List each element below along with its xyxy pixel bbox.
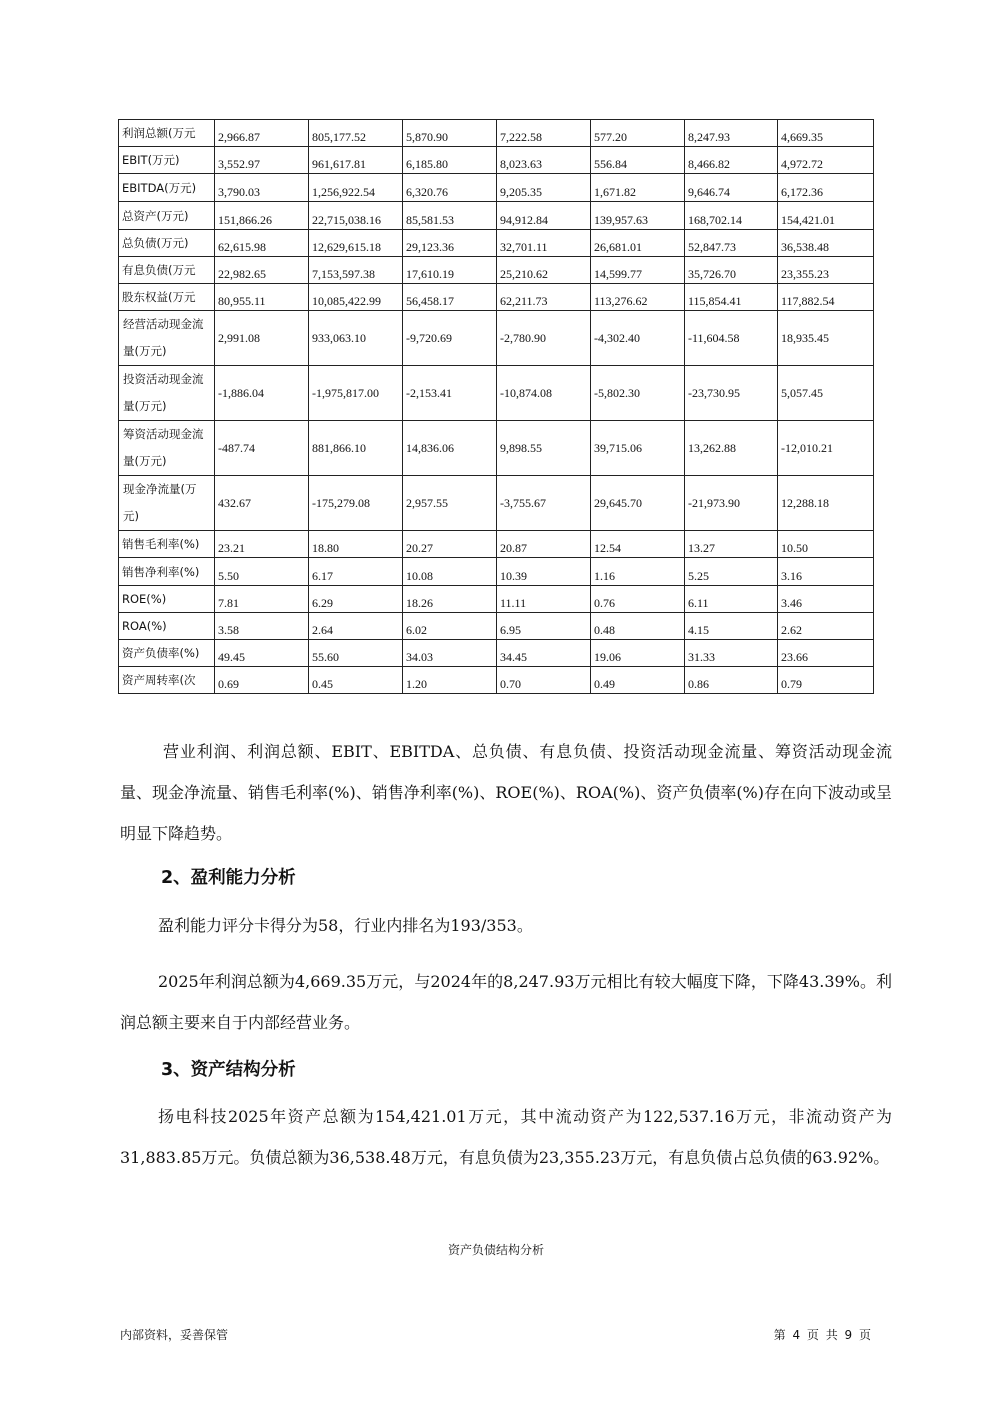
table-row [119,202,874,230]
table-cell: -3,755.67 [497,476,591,531]
table-cell: 20.27 [403,531,497,558]
row-label: 股东权益(万元 [119,284,215,311]
table-cell: 55.60 [309,640,403,667]
table-cell: 52,847.73 [685,230,778,257]
asset-structure-paragraph: 扬电科技2025年资产总额为154,421.01万元，其中流动资产为122,537.16万元，非流动资产为31,883.85万元。负债总额为36,538.48万元，有息负债为23,355.23万元，有息负债占总负债的63.92%。 [120,1107,892,1167]
row-label: EBITDA(万元) [119,174,215,202]
table-row [119,230,874,257]
table-cell: 8,023.63 [497,147,591,174]
table-cell: 3.46 [778,586,874,613]
table-row [119,120,874,147]
table-cell: 9,898.55 [497,421,591,476]
row-label: 筹资活动现金流量(万元) [119,421,215,476]
table-cell: -175,279.08 [309,476,403,531]
table-row [119,586,874,613]
table-cell: -21,973.90 [685,476,778,531]
table-cell: 22,715,038.16 [309,202,403,230]
table-cell: 3,552.97 [215,147,309,174]
table-cell: -1,886.04 [215,366,309,421]
table-cell: 35,726.70 [685,257,778,284]
row-label: EBIT(万元) [119,147,215,174]
table-cell: 11.11 [497,586,591,613]
table-cell: 7,222.58 [497,120,591,147]
row-label: 现金净流量(万元) [119,476,215,531]
table-cell: 5,870.90 [403,120,497,147]
table-cell: -10,874.08 [497,366,591,421]
table-cell: 168,702.14 [685,202,778,230]
table-row [119,613,874,640]
table-cell: 12.54 [591,531,685,558]
table-cell: 2,957.55 [403,476,497,531]
table-row [119,257,874,284]
table-row [119,311,874,366]
table-cell: 6.95 [497,613,591,640]
table-cell: 94,912.84 [497,202,591,230]
table-cell: 933,063.10 [309,311,403,366]
table-cell: 4,669.35 [778,120,874,147]
table-cell: 2,991.08 [215,311,309,366]
table-cell: 29,645.70 [591,476,685,531]
table-row [119,421,874,476]
profit-change-paragraph: 2025年利润总额为4,669.35万元，与2024年的8,247.93万元相比有较大幅度下降，下降43.39%。利润总额主要来自于内部经营业务。 [120,972,892,1032]
table-row [119,284,874,311]
table-cell: 23.66 [778,640,874,667]
table-cell: 1.20 [403,667,497,694]
table-cell: 34.45 [497,640,591,667]
table-cell: 0.49 [591,667,685,694]
table-cell: 3.58 [215,613,309,640]
table-cell: 1.16 [591,558,685,586]
financial-indicators-table [118,119,874,694]
footer-page-number: 第 4 页 共 9 页 [773,1328,871,1342]
table-cell: 10.39 [497,558,591,586]
row-label: ROA(%) [119,613,215,640]
table-cell: 56,458.17 [403,284,497,311]
section-heading-profitability: 2、盈利能力分析 [161,868,296,888]
table-cell: 31.33 [685,640,778,667]
table-cell: 5,057.45 [778,366,874,421]
table-cell: 0.79 [778,667,874,694]
table-cell: -487.74 [215,421,309,476]
table-cell: 49.45 [215,640,309,667]
table-cell: 2,966.87 [215,120,309,147]
table-cell: 62,211.73 [497,284,591,311]
table-cell: 6.29 [309,586,403,613]
table-cell: 115,854.41 [685,284,778,311]
table-cell: 432.67 [215,476,309,531]
table-cell: 18,935.45 [778,311,874,366]
table-cell: 6,185.80 [403,147,497,174]
table-cell: 8,247.93 [685,120,778,147]
table-row [119,476,874,531]
table-cell: 14,836.06 [403,421,497,476]
figure-caption: 资产负债结构分析 [447,1243,544,1257]
table-cell: 23,355.23 [778,257,874,284]
table-cell: 0.86 [685,667,778,694]
table-row [119,640,874,667]
footer-confidential-note: 内部资料，妥善保管 [120,1328,229,1342]
table-cell: 577.20 [591,120,685,147]
table-cell: 1,256,922.54 [309,174,403,202]
row-label: 资产周转率(次 [119,667,215,694]
table-cell: 9,646.74 [685,174,778,202]
table-cell: -12,010.21 [778,421,874,476]
table-cell: 29,123.36 [403,230,497,257]
table-cell: 32,701.11 [497,230,591,257]
table-cell: 2.64 [309,613,403,640]
row-label: 总负债(万元) [119,230,215,257]
table-cell: 6,172.36 [778,174,874,202]
table-cell: 10.50 [778,531,874,558]
table-cell: 113,276.62 [591,284,685,311]
table-cell: -2,780.90 [497,311,591,366]
table-cell: 23.21 [215,531,309,558]
table-cell: 36,538.48 [778,230,874,257]
row-label: 资产负债率(%) [119,640,215,667]
table-cell: 14,599.77 [591,257,685,284]
table-cell: -5,802.30 [591,366,685,421]
table-cell: 34.03 [403,640,497,667]
table-cell: 13,262.88 [685,421,778,476]
table-cell: 12,288.18 [778,476,874,531]
profitability-score-paragraph: 盈利能力评分卡得分为58，行业内排名为193/353。 [158,916,533,935]
row-label: 投资活动现金流量(万元) [119,366,215,421]
table-cell: 10,085,422.99 [309,284,403,311]
table-cell: 13.27 [685,531,778,558]
table-cell: 6.11 [685,586,778,613]
row-label: 总资产(万元) [119,202,215,230]
table-cell: -23,730.95 [685,366,778,421]
table-row [119,147,874,174]
table-cell: 18.26 [403,586,497,613]
table-cell: 62,615.98 [215,230,309,257]
table-cell: 6.17 [309,558,403,586]
table-cell: 10.08 [403,558,497,586]
table-cell: -11,604.58 [685,311,778,366]
table-cell: -9,720.69 [403,311,497,366]
row-label: 销售毛利率(%) [119,531,215,558]
table-cell: 19.06 [591,640,685,667]
table-cell: 5.50 [215,558,309,586]
table-cell: 961,617.81 [309,147,403,174]
row-label: 经营活动现金流量(万元) [119,311,215,366]
table-cell: 117,882.54 [778,284,874,311]
table-cell: 39,715.06 [591,421,685,476]
section-heading-asset-structure: 3、资产结构分析 [161,1060,296,1080]
row-label: 利润总额(万元 [119,120,215,147]
table-cell: -2,153.41 [403,366,497,421]
table-cell: 1,671.82 [591,174,685,202]
table-body [119,120,874,694]
table-cell: 556.84 [591,147,685,174]
table-cell: 80,955.11 [215,284,309,311]
table-cell: 85,581.53 [403,202,497,230]
table-cell: 22,982.65 [215,257,309,284]
table-cell: 2.62 [778,613,874,640]
table-cell: 7,153,597.38 [309,257,403,284]
table-cell: 18.80 [309,531,403,558]
table-cell: 26,681.01 [591,230,685,257]
table-cell: 154,421.01 [778,202,874,230]
table-cell: 5.25 [685,558,778,586]
table-cell: 139,957.63 [591,202,685,230]
table-cell: 0.45 [309,667,403,694]
table-cell: 881,866.10 [309,421,403,476]
table-cell: 4,972.72 [778,147,874,174]
table-row [119,667,874,694]
table-cell: 6.02 [403,613,497,640]
table-cell: 4.15 [685,613,778,640]
table-cell: 8,466.82 [685,147,778,174]
summary-paragraph: 营业利润、利润总额、EBIT、EBITDA、总负债、有息负债、投资活动现金流量、筹资活动现金流量、现金净流量、销售毛利率(%)、销售净利率(%)、ROE(%)、ROA(%)、资产负债率(%)存在向下波动或呈明显下降趋势。 [120,742,893,843]
row-label: ROE(%) [119,586,215,613]
table-cell: 6,320.76 [403,174,497,202]
table-cell: 20.87 [497,531,591,558]
table-cell: -1,975,817.00 [309,366,403,421]
table-cell: 17,610.19 [403,257,497,284]
table-row [119,174,874,202]
table-row [119,366,874,421]
table-cell: 3.16 [778,558,874,586]
table-row [119,558,874,586]
row-label: 有息负债(万元 [119,257,215,284]
table-cell: 151,866.26 [215,202,309,230]
table-row [119,531,874,558]
table-cell: 0.48 [591,613,685,640]
table-cell: 3,790.03 [215,174,309,202]
table-cell: 9,205.35 [497,174,591,202]
table-cell: 12,629,615.18 [309,230,403,257]
table-cell: 0.76 [591,586,685,613]
table-cell: 805,177.52 [309,120,403,147]
table-cell: 0.69 [215,667,309,694]
table-cell: -4,302.40 [591,311,685,366]
table-cell: 7.81 [215,586,309,613]
table-cell: 25,210.62 [497,257,591,284]
table-cell: 0.70 [497,667,591,694]
row-label: 销售净利率(%) [119,558,215,586]
